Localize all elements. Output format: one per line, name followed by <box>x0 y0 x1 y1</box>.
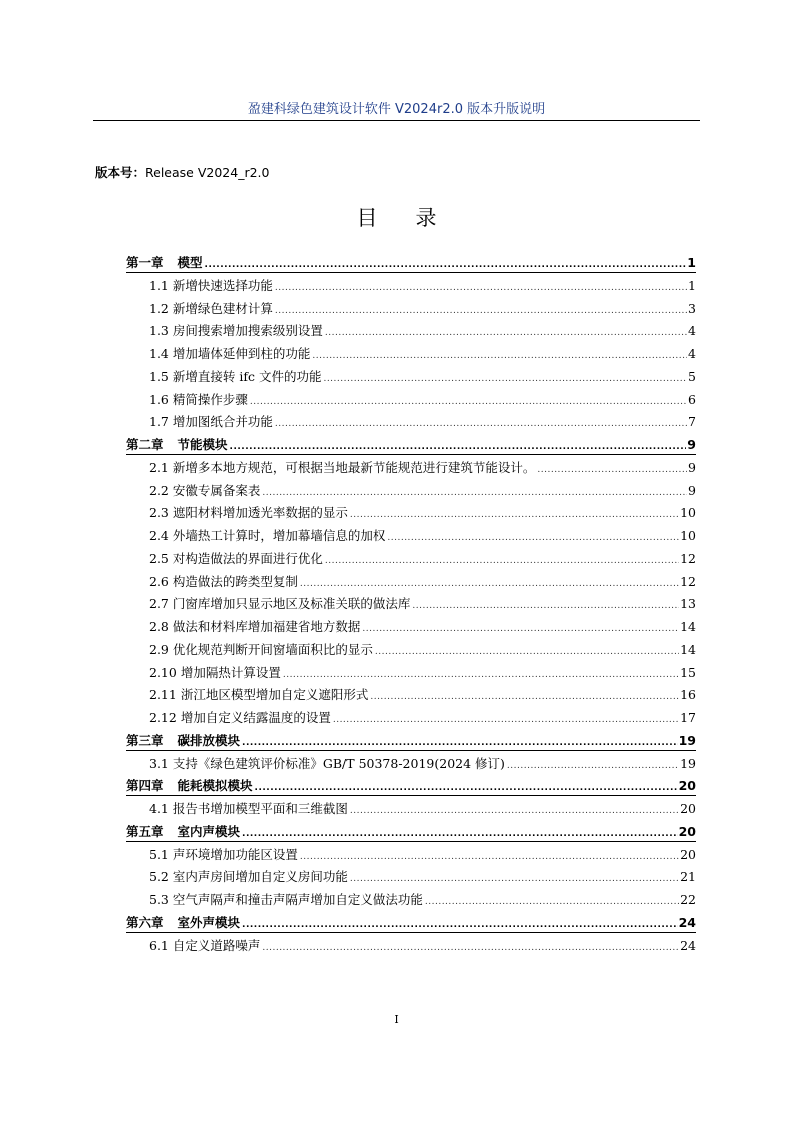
toc-entry-title: 报告书增加模型平面和三维截图 <box>172 801 348 816</box>
toc-dot-leader <box>283 664 679 687</box>
toc-section-entry[interactable] <box>126 502 696 525</box>
toc-entry-title: 增加自定义结露温度的设置 <box>180 710 331 725</box>
toc-page-number: 9 <box>688 459 696 475</box>
toc-section-entry[interactable] <box>126 411 696 434</box>
toc-entry-number: 第一章 <box>126 255 164 270</box>
toc-entry-number: 2.11 <box>149 687 177 703</box>
toc-entry-number: 2.3 <box>149 505 169 521</box>
toc-page-number: 16 <box>680 687 696 703</box>
toc-entry-number: 1.6 <box>149 391 169 407</box>
version-value: Release V2024_r2.0 <box>145 165 270 180</box>
toc-dot-leader <box>242 823 678 846</box>
toc-page-number: 24 <box>678 914 696 930</box>
toc-section-entry[interactable] <box>126 889 696 912</box>
toc-section-entry[interactable] <box>126 866 696 889</box>
toc-entry-title: 遮阳材料增加透光率数据的显示 <box>172 505 348 521</box>
toc-entry-number: 1.3 <box>149 323 169 339</box>
toc-dot-leader <box>325 322 687 345</box>
toc-entry-number: 第三章 <box>126 732 164 748</box>
toc-entry-number: 2.7 <box>149 596 169 612</box>
version-label: 版本号： <box>95 165 146 180</box>
toc-section-entry[interactable] <box>126 525 696 548</box>
toc-section-entry[interactable] <box>126 639 696 662</box>
toc-entry-title: 室内声模块 <box>177 823 241 839</box>
toc-entry-title: 做法和材料库增加福建省地方数据 <box>172 619 361 634</box>
toc-page-number: 17 <box>680 710 696 725</box>
toc-page-number: 5 <box>688 368 696 384</box>
toc-entry-text <box>126 775 253 798</box>
toc-entry-number: 1.4 <box>149 346 169 361</box>
toc-page-number: 4 <box>688 346 696 361</box>
toc-dot-leader <box>350 800 679 823</box>
toc-entry-title: 门窗库增加只显示地区及标准关联的做法库 <box>172 596 411 612</box>
toc-entry-text <box>149 298 273 321</box>
toc-dot-leader <box>300 573 679 596</box>
toc-dot-leader <box>350 504 679 527</box>
toc-entry-text <box>149 593 410 616</box>
toc-page-number: 10 <box>680 505 696 521</box>
toc-entry-title: 能耗模拟模块 <box>177 778 253 794</box>
toc-entry-number: 2.2 <box>149 482 169 498</box>
toc-entry-number: 第五章 <box>126 823 164 839</box>
toc-page-number: 19 <box>680 755 696 771</box>
toc-entry-title: 室外声模块 <box>177 914 241 930</box>
toc-section-entry[interactable] <box>126 616 696 639</box>
toc-entry-title: 增加隔热计算设置 <box>180 664 281 680</box>
toc-page-number: 14 <box>680 619 696 634</box>
toc-entry-title: 优化规范判断开间窗墙面积比的显示 <box>172 641 373 657</box>
toc-entry-text <box>149 525 385 548</box>
toc-page-number: 3 <box>688 300 696 316</box>
toc-dot-leader <box>323 368 687 391</box>
toc-page-number: 22 <box>680 892 696 907</box>
toc-chapter-entry[interactable] <box>126 252 696 275</box>
toc-entry-title: 新增绿色建材计算 <box>172 300 273 316</box>
toc-chapter-entry[interactable] <box>126 912 696 935</box>
toc-page-number: 4 <box>688 323 696 339</box>
toc-page-number: 12 <box>680 573 696 589</box>
toc-entry-text <box>149 366 321 389</box>
toc-dot-leader <box>242 914 678 937</box>
toc-page-number: 6 <box>688 391 696 407</box>
toc-entry-title: 外墙热工计算时，增加幕墙信息的加权 <box>172 528 386 543</box>
toc-section-entry[interactable] <box>126 753 696 776</box>
toc-page-number: 20 <box>678 823 696 839</box>
toc-dot-leader <box>275 300 687 323</box>
toc-page-number: 7 <box>688 414 696 430</box>
toc-entry-title: 安徽专属备案表 <box>172 482 261 498</box>
toc-entry-title: 声环境增加功能区设置 <box>172 846 298 862</box>
toc-page-number: 1 <box>688 277 696 293</box>
toc-dot-leader <box>262 482 687 505</box>
toc-page-number: 9 <box>688 482 696 498</box>
toc-entry-text <box>126 252 203 275</box>
toc-entry-text <box>149 571 298 594</box>
toc-section-entry[interactable] <box>126 457 696 480</box>
toc-entry-title: 节能模块 <box>177 437 228 452</box>
toc-entry-number: 2.12 <box>149 710 177 725</box>
toc-entry-number: 3.1 <box>149 755 169 771</box>
toc-section-entry[interactable] <box>126 343 696 366</box>
toc-entry-text <box>149 798 348 821</box>
toc-dot-leader <box>350 868 679 891</box>
toc-page-number: 21 <box>680 869 696 885</box>
toc-section-entry[interactable] <box>126 571 696 594</box>
toc-dot-leader <box>255 777 678 800</box>
toc-dot-leader <box>325 550 679 573</box>
toc-page-number: 24 <box>680 937 696 953</box>
toc-entry-number: 第六章 <box>126 914 164 930</box>
toc-entry-text <box>149 548 323 571</box>
toc-entry-number: 5.2 <box>149 869 169 885</box>
toc-entry-text <box>149 639 373 662</box>
toc-section-entry[interactable] <box>126 366 696 389</box>
toc-page-number: 20 <box>678 778 696 794</box>
toc-dot-leader <box>230 436 687 459</box>
toc-dot-leader <box>312 345 687 368</box>
toc-section-entry[interactable] <box>126 320 696 343</box>
version-line <box>95 163 269 181</box>
toc-dot-leader <box>362 618 679 641</box>
toc-section-entry[interactable] <box>126 844 696 867</box>
toc-page-number: 20 <box>680 846 696 862</box>
toc-dot-leader <box>370 686 679 709</box>
toc-dot-leader <box>412 595 679 618</box>
toc-entry-number: 2.4 <box>149 528 169 543</box>
toc-chapter-entry[interactable] <box>126 775 696 798</box>
toc-dot-leader <box>300 846 679 869</box>
toc-entry-title: 对构造做法的界面进行优化 <box>172 550 323 566</box>
toc-title: 目录 <box>356 206 475 230</box>
toc-entry-title: 房间搜索增加搜索级别设置 <box>172 323 323 339</box>
toc-chapter-entry[interactable] <box>126 730 696 753</box>
toc-entry-number: 1.2 <box>149 300 169 316</box>
toc-entry-text <box>149 844 298 867</box>
toc-entry-number: 2.1 <box>149 459 169 475</box>
toc-entry-title: 增加墙体延伸到柱的功能 <box>172 346 311 361</box>
toc-dot-leader <box>250 391 687 414</box>
toc-dot-leader <box>375 641 679 664</box>
toc-dot-leader <box>275 413 687 436</box>
toc-section-entry[interactable] <box>126 389 696 412</box>
header-rule <box>93 120 700 121</box>
toc-entry-text <box>149 707 331 730</box>
toc-dot-leader <box>205 254 687 277</box>
toc-entry-text <box>126 434 228 457</box>
toc-entry-text <box>149 389 248 412</box>
toc-dot-leader <box>387 527 679 550</box>
toc-entry-title: 支持《绿色建筑评价标准》GB/T 50378-2019(2024 修订) <box>172 755 505 771</box>
toc-section-entry[interactable] <box>126 548 696 571</box>
toc-page-number: 14 <box>680 641 696 657</box>
toc-entry-title: 碳排放模块 <box>177 732 241 748</box>
toc-entry-title: 增加图纸合并功能 <box>172 414 273 430</box>
toc-dot-leader <box>425 891 679 914</box>
toc-entry-text <box>149 662 281 685</box>
toc-entry-number: 5.3 <box>149 892 169 907</box>
toc-entry-title: 浙江地区模型增加自定义遮阳形式 <box>180 687 369 703</box>
toc-entry-text <box>149 343 310 366</box>
toc-page-number: 9 <box>687 437 696 452</box>
toc-dot-leader <box>242 732 678 755</box>
toc-page-number: 15 <box>680 664 696 680</box>
toc-entry-title: 自定义道路噪声 <box>172 937 261 953</box>
page-number: I <box>394 1013 399 1026</box>
toc-entry-number: 2.9 <box>149 641 169 657</box>
toc-page-number: 1 <box>687 255 696 270</box>
toc-section-entry[interactable] <box>126 480 696 503</box>
toc-entry-number: 1.7 <box>149 414 169 430</box>
toc-entry-text <box>149 320 323 343</box>
toc-entry-text <box>126 730 240 753</box>
toc-entry-text <box>126 912 240 935</box>
toc-entry-number: 2.8 <box>149 619 169 634</box>
running-header: 盈建科绿色建筑设计软件 V2024r2.0 版本升版说明 <box>247 102 546 117</box>
toc-entry-number: 2.10 <box>149 664 177 680</box>
toc-entry-title: 新增多本地方规范，可根据当地最新节能规范进行建筑节能设计。 <box>172 459 536 475</box>
toc-entry-number: 1.5 <box>149 368 169 384</box>
toc-entry-title: 空气声隔声和撞击声隔声增加自定义做法功能 <box>172 892 423 907</box>
toc-entry-text <box>149 889 423 912</box>
toc-page-number: 19 <box>678 732 696 748</box>
toc-page-number: 12 <box>680 550 696 566</box>
toc-entry-text <box>126 821 240 844</box>
toc-chapter-entry[interactable] <box>126 434 696 457</box>
toc-page-number: 13 <box>680 596 696 612</box>
toc-entry-text <box>149 411 273 434</box>
toc-dot-leader <box>275 277 687 300</box>
toc-entry-title: 新增直接转 ifc 文件的功能 <box>172 368 322 384</box>
toc-dot-leader <box>333 709 679 732</box>
toc-entry-number: 6.1 <box>149 937 169 953</box>
toc-entry-title: 新增快速选择功能 <box>172 277 273 293</box>
toc-entry-number: 第二章 <box>126 437 164 452</box>
toc-entry-text <box>149 502 348 525</box>
toc-section-entry[interactable] <box>126 935 696 958</box>
toc-section-entry[interactable] <box>126 298 696 321</box>
toc-section-entry[interactable] <box>126 593 696 616</box>
toc-dot-leader <box>262 937 679 960</box>
toc-dot-leader <box>507 755 679 778</box>
toc-entry-text <box>149 457 535 480</box>
toc-page-number: 10 <box>680 528 696 543</box>
toc-chapter-entry[interactable] <box>126 821 696 844</box>
toc-dot-leader <box>537 459 687 482</box>
toc-section-entry[interactable] <box>126 798 696 821</box>
toc-section-entry[interactable] <box>126 707 696 730</box>
toc-section-entry[interactable] <box>126 275 696 298</box>
toc-entry-text <box>149 616 360 639</box>
toc-entry-number: 2.5 <box>149 550 169 566</box>
table-of-contents <box>126 252 696 957</box>
toc-entry-title: 构造做法的跨类型复制 <box>172 573 298 589</box>
toc-entry-number: 第四章 <box>126 778 164 794</box>
toc-entry-title: 室内声房间增加自定义房间功能 <box>172 869 348 885</box>
toc-page-number: 20 <box>680 801 696 816</box>
toc-entry-number: 4.1 <box>149 801 169 816</box>
toc-entry-text <box>149 935 260 958</box>
toc-entry-text <box>149 866 348 889</box>
toc-entry-title: 模型 <box>177 255 203 270</box>
toc-entry-title: 精简操作步骤 <box>172 391 248 407</box>
toc-entry-number: 1.1 <box>149 277 169 293</box>
toc-entry-text <box>149 684 368 707</box>
toc-entry-number: 2.6 <box>149 573 169 589</box>
toc-section-entry[interactable] <box>126 684 696 707</box>
toc-section-entry[interactable] <box>126 662 696 685</box>
toc-entry-text <box>149 275 273 298</box>
toc-entry-text <box>149 480 260 503</box>
toc-entry-number: 5.1 <box>149 846 169 862</box>
toc-entry-text <box>149 753 505 776</box>
